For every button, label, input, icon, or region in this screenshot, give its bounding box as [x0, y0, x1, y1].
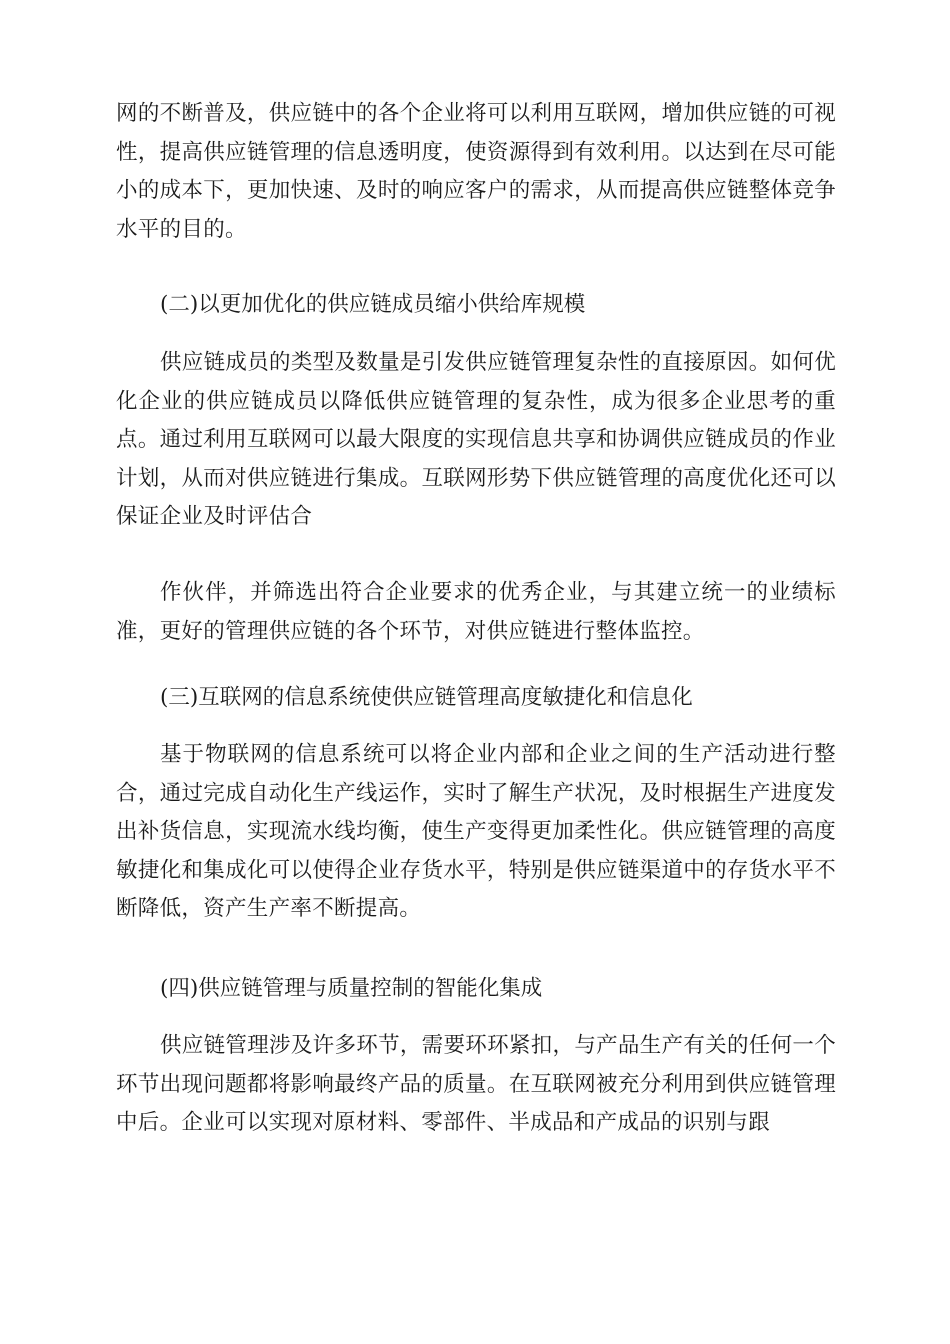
paragraph-section-2-cont: 作伙伴，并筛选出符合企业要求的优秀企业，与其建立统一的业绩标准，更好的管理供应链的各个环节，对供应链进行整体监控。 [116, 580, 836, 644]
section-heading-2: (二)以更加优化的供应链成员缩小供给库规模 [160, 292, 586, 317]
paragraph-section-3: 基于物联网的信息系统可以将企业内部和企业之间的生产活动进行整合，通过完成自动化生产线运作，实时了解生产状况，及时根据生产进度发出补货信息，实现流水线均衡，使生产变得更加柔性化。供应链管理的高度敏捷化和集成化可以使得企业存货水平，特别是供应链渠道中的存货水平不断降低，资产生产率不断提高。 [116, 742, 836, 921]
paragraph-section-4: 供应链管理涉及许多环节，需要环环紧扣，与产品生产有关的任何一个环节出现问题都将影响最终产品的质量。在互联网被充分利用到供应链管理中后。企业可以实现对原材料、零部件、半成品和产成品的识别与跟 [116, 1033, 836, 1135]
section-heading-4: (四)供应链管理与质量控制的智能化集成 [160, 976, 543, 1001]
paragraph-section-2: 供应链成员的类型及数量是引发供应链管理复杂性的直接原因。如何优化企业的供应链成员以降低供应链管理的复杂性，成为很多企业思考的重点。通过利用互联网可以最大限度的实现信息共享和协调供应链成员的作业计划，从而对供应链进行集成。互联网形势下供应链管理的高度优化还可以保证企业及时评估合 [116, 350, 836, 529]
paragraph-continuation: 网的不断普及，供应链中的各个企业将可以利用互联网，增加供应链的可视性，提高供应链管理的信息透明度，使资源得到有效利用。以达到在尽可能小的成本下，更加快速、及时的响应客户的需求，从而提高供应链整体竞争水平的目的。 [116, 101, 836, 242]
section-heading-3: (三)互联网的信息系统使供应链管理高度敏捷化和信息化 [160, 685, 693, 710]
